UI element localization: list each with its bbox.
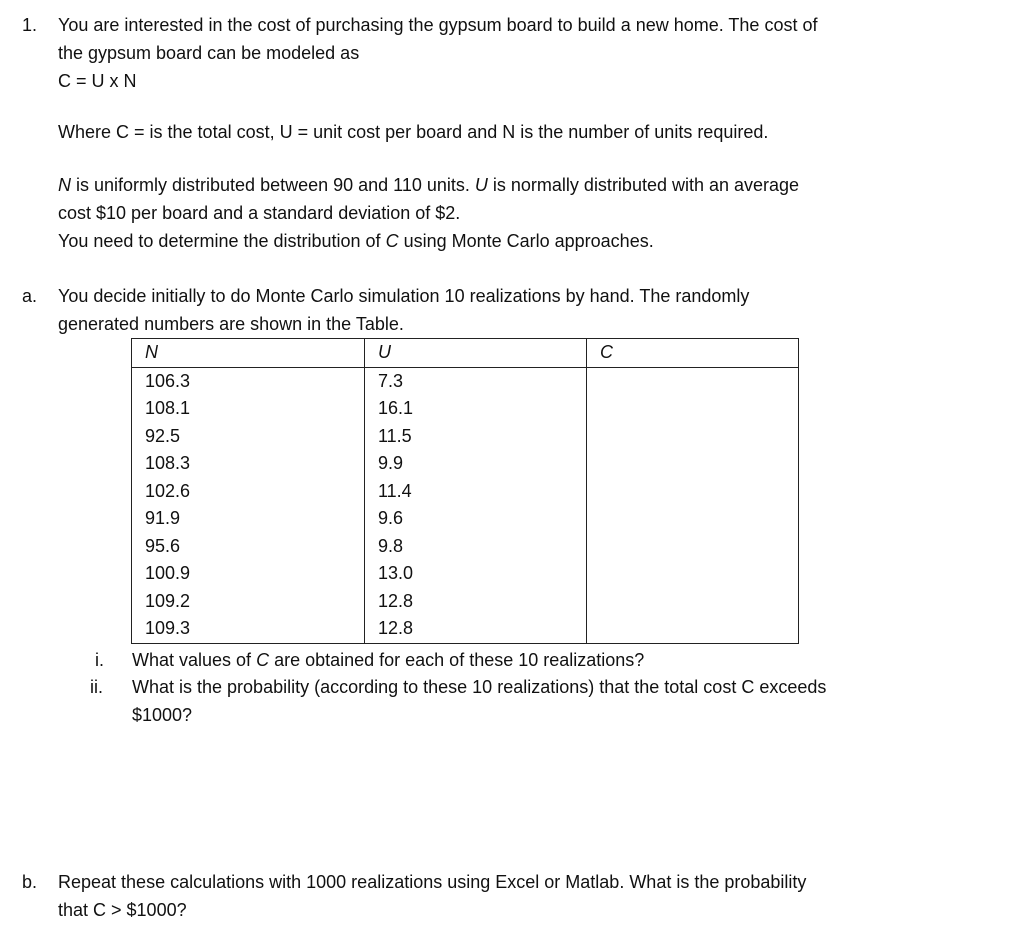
table-row [132,450,799,478]
table-row [132,423,799,451]
table-row [132,367,799,395]
cell-n: 108.1 [132,395,365,423]
n-variable: N [58,175,71,195]
table-row [132,478,799,506]
question-i-pre: What values of [132,650,257,670]
table-row [132,615,799,643]
table-header-row [132,339,799,368]
question-ii-line-2: $1000? [132,705,193,725]
table-row [132,505,799,533]
question-i-text [132,646,644,674]
cell-c [587,423,799,451]
cell-u: 13.0 [365,560,587,588]
cell-c [587,533,799,561]
cell-u: 9.8 [365,533,587,561]
cell-c [587,615,799,643]
distribution-line-2: cost $10 per board and a standard deviation of $2. [58,203,461,223]
goal-tail: using Monte Carlo approaches. [398,231,654,251]
header-n: N [132,339,365,368]
cell-c [587,478,799,506]
part-a-line-1: You decide initially to do Monte Carlo simulation 10 realizations by hand. The randomly [58,286,750,306]
goal-line [58,227,654,255]
cell-u: 9.6 [365,505,587,533]
cell-n: 109.2 [132,588,365,616]
question-i-post: are obtained for each of these 10 realizations? [269,650,645,670]
table-row [132,533,799,561]
cell-n: 106.3 [132,367,365,395]
cell-u: 7.3 [365,367,587,395]
goal-text: You need to determine the distribution of [58,231,386,251]
n-description: is uniformly distributed between 90 and 110 units. [71,175,475,195]
header-c: C [587,339,799,368]
cell-u: 11.5 [365,423,587,451]
table-row [132,588,799,616]
c-variable: C [385,231,399,251]
question-i-var: C [256,650,270,670]
cell-c [587,505,799,533]
problem-number: 1. [22,15,38,35]
table-row [132,395,799,423]
cell-n: 92.5 [132,423,365,451]
part-b-label: b. [22,872,38,892]
cell-c [587,395,799,423]
table-row [132,560,799,588]
cell-n: 100.9 [132,560,365,588]
cell-c [587,588,799,616]
cell-n: 91.9 [132,505,365,533]
cell-u: 9.9 [365,450,587,478]
part-b-line-1: Repeat these calculations with 1000 realizations using Excel or Matlab. What is the probability [58,872,807,892]
part-a-line-2: generated numbers are shown in the Table. [58,314,404,334]
u-description: is normally distributed with an average [487,175,800,195]
question-ii-label: ii. [90,677,103,697]
intro-line-1: You are interested in the cost of purchasing the gypsum board to build a new home. The cost of [58,15,818,35]
part-b-line-2: that C > $1000? [58,900,187,920]
where-definition: Where C = is the total cost, U = unit cost per board and N is the number of units required. [58,122,769,142]
question-ii-line-1: What is the probability (according to these 10 realizations) that the total cost C exceeds [132,677,827,697]
cell-n: 109.3 [132,615,365,643]
cell-u: 12.8 [365,588,587,616]
cell-c [587,560,799,588]
cell-n: 95.6 [132,533,365,561]
cost-formula: C = U x N [58,71,137,91]
cell-c [587,450,799,478]
question-i-label: i. [95,650,104,670]
cell-n: 102.6 [132,478,365,506]
realizations-table [131,338,799,644]
cell-u: 12.8 [365,615,587,643]
part-a-label: a. [22,286,38,306]
cell-c [587,367,799,395]
cell-n: 108.3 [132,450,365,478]
distribution-line-1 [58,171,799,199]
header-u: U [365,339,587,368]
cell-u: 16.1 [365,395,587,423]
intro-line-2: the gypsum board can be modeled as [58,43,360,63]
u-variable: U [474,175,488,195]
cell-u: 11.4 [365,478,587,506]
